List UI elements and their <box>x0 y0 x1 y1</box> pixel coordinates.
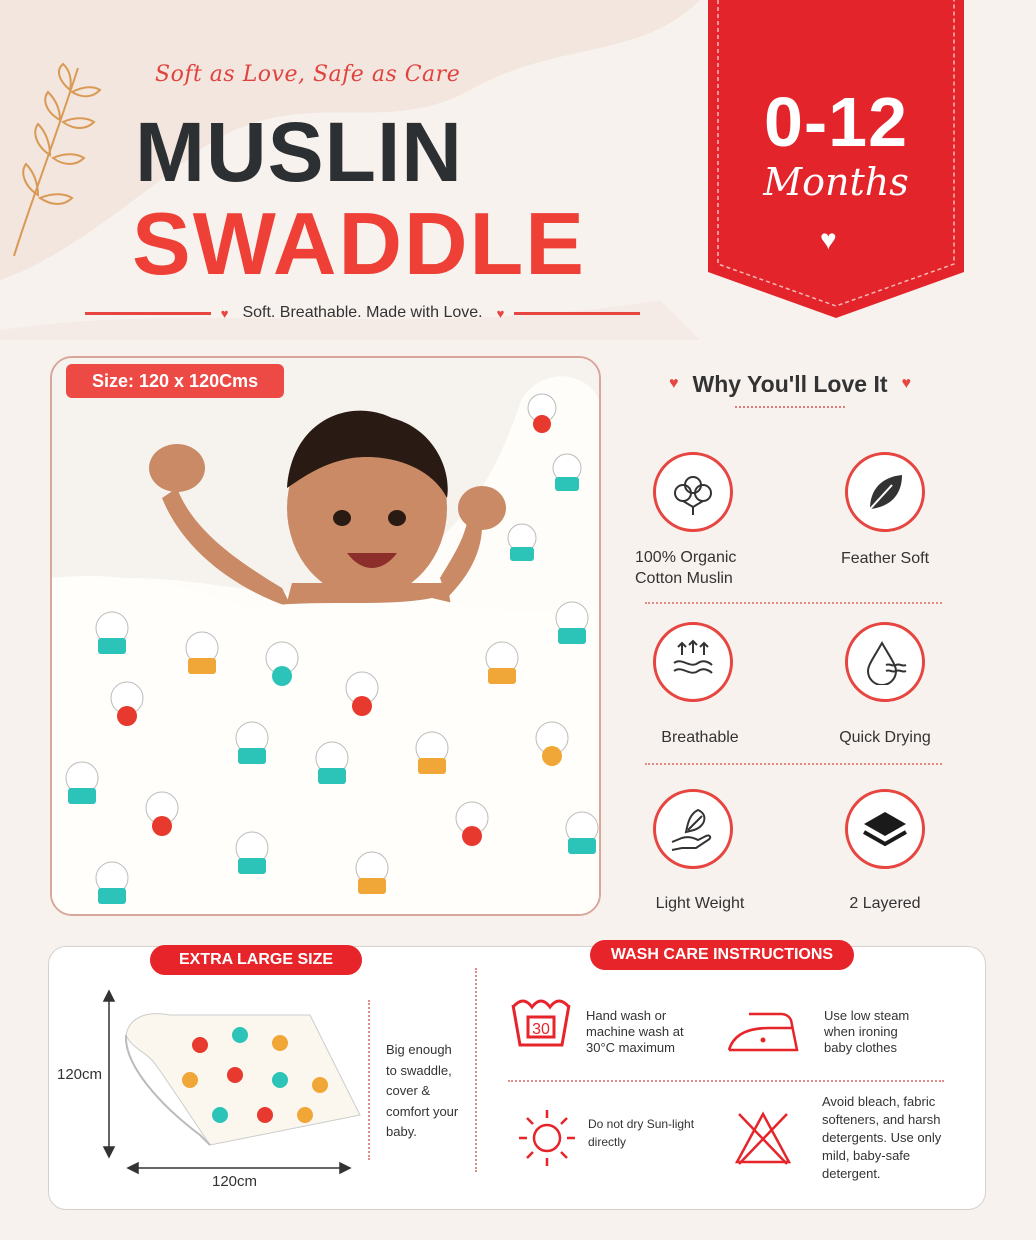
instruction-line: Use low steam <box>824 1008 910 1023</box>
description-line: baby. <box>386 1124 417 1139</box>
instruction-line: machine wash at <box>586 1024 684 1039</box>
feature-divider <box>645 763 942 765</box>
description-line: Big enough <box>386 1042 452 1057</box>
feature-label: Light Weight <box>655 895 745 912</box>
instruction-line: baby clothes <box>824 1040 897 1055</box>
cotton-flower-icon <box>653 452 733 532</box>
size-diagram <box>60 985 380 1185</box>
subtitle-row <box>85 300 640 326</box>
feature-label-line: 100% Organic <box>635 549 737 566</box>
heart-icon: ♥ <box>220 305 229 321</box>
instruction-line: mild, baby-safe <box>822 1148 911 1163</box>
feature-label <box>635 547 755 589</box>
instruction-line: 30°C maximum <box>586 1040 675 1055</box>
instruction-line: detergent. <box>822 1166 881 1181</box>
wash-instruction <box>586 1008 684 1056</box>
size-section-heading: EXTRA LARGE SIZE <box>150 945 362 975</box>
height-label: 120cm <box>57 1066 103 1083</box>
sun-icon <box>515 1106 579 1170</box>
instruction-line: Hand wash or <box>586 1008 667 1023</box>
age-unit: Months <box>763 160 909 204</box>
divider-line <box>85 312 211 315</box>
title-swaddle: SWADDLE <box>132 194 586 293</box>
instruction-line: directly <box>588 1135 627 1149</box>
section-divider <box>475 968 477 1172</box>
instruction-line: Avoid bleach, fabric <box>822 1094 936 1109</box>
heart-icon: ♥ <box>901 375 912 392</box>
baby-swaddle-illustration <box>52 358 601 916</box>
feature-label-line: Cotton Muslin <box>635 570 733 587</box>
features-heading-text: Why You'll Love It <box>692 370 888 397</box>
wash-care-heading: WASH CARE INSTRUCTIONS <box>590 940 854 970</box>
description-line: to swaddle, <box>386 1062 452 1078</box>
instruction-line: Do not dry Sun-light <box>588 1117 695 1131</box>
iron-instruction <box>824 1008 909 1056</box>
size-badge: Size: 120 x 120Cms <box>66 364 284 398</box>
tagline: Soft as Love, Safe as Care <box>155 62 461 87</box>
no-bleach-icon <box>733 1108 793 1168</box>
feature-label: Breathable <box>661 729 739 746</box>
description-line: comfort your <box>386 1103 459 1119</box>
feature-label: 2 Layered <box>849 895 921 912</box>
heading-underline <box>735 406 845 408</box>
iron-low-icon <box>725 1010 801 1054</box>
leaf-icon <box>845 452 925 532</box>
width-label: 120cm <box>212 1173 258 1190</box>
layers-icon <box>845 789 925 869</box>
subtitle: Soft. Breathable. Made with Love. <box>242 304 483 321</box>
instruction-line: when ironing <box>824 1024 898 1039</box>
divider-line <box>514 312 640 315</box>
heart-icon: ♥ <box>820 224 837 255</box>
size-description <box>386 1040 458 1143</box>
product-photo <box>50 356 601 916</box>
title-muslin: MUSLIN <box>135 105 463 199</box>
breathable-fabric-icon <box>653 622 733 702</box>
instruction-line: detergents. Use only <box>822 1130 942 1145</box>
feature-divider <box>645 602 942 604</box>
wash-divider <box>508 1080 944 1082</box>
feature-label: Quick Drying <box>839 729 931 746</box>
section-divider <box>368 1000 370 1160</box>
branch-decoration-icon <box>8 60 108 260</box>
bleach-instruction <box>822 1093 941 1183</box>
wash-temp: 30 <box>532 1021 550 1038</box>
wash-30-icon <box>510 995 572 1051</box>
description-line: cover & <box>386 1083 431 1098</box>
feature-label: Feather Soft <box>840 550 930 567</box>
age-range: 0-12 <box>763 83 909 161</box>
heart-icon: ♥ <box>496 305 505 321</box>
features-heading <box>640 366 940 402</box>
water-drop-icon <box>845 622 925 702</box>
heart-icon: ♥ <box>668 375 679 392</box>
feather-hand-icon <box>653 789 733 869</box>
sun-instruction <box>588 1115 694 1151</box>
instruction-line: softeners, and harsh <box>822 1112 941 1127</box>
